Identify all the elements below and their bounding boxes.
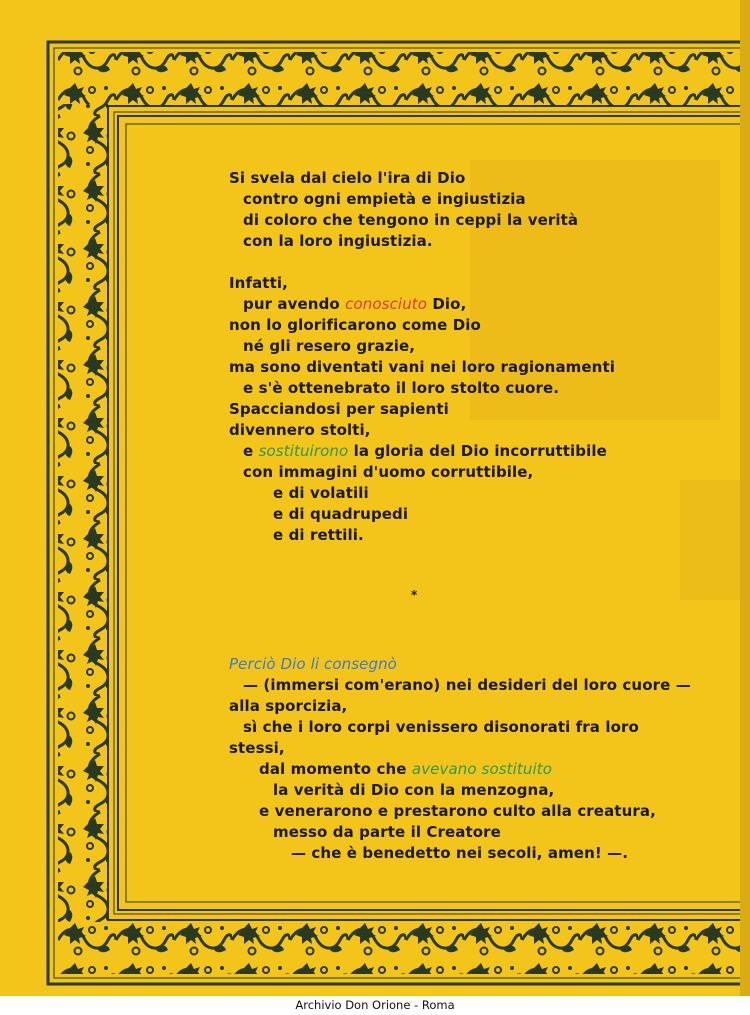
- archive-credit: Archivio Don Orione - Roma: [0, 996, 750, 1015]
- poem-line: e di volatili: [273, 484, 369, 502]
- highlighted-word: Perciò Dio li consegnò: [229, 655, 397, 673]
- highlighted-word: avevano sostituito: [411, 760, 552, 778]
- poem-line: alla sporcizia,: [229, 697, 348, 715]
- poem-line: divennero stolti,: [229, 421, 371, 439]
- poem-line: — (immersi com'erano) nei desideri del loro cuore —: [243, 676, 691, 694]
- poem-line: e sostituirono la gloria del Dio incorruttibile: [243, 442, 607, 460]
- highlighted-word: sostituirono: [258, 442, 349, 460]
- poem-line: e s'è ottenebrato il loro stolto cuore.: [243, 379, 560, 397]
- poem-line: [229, 654, 689, 675]
- poem-line: Spacciandosi per sapienti: [229, 400, 449, 418]
- poem-line: e venerarono e prestarono culto alla creatura,: [259, 802, 656, 820]
- poem-line: messo da parte il Creatore: [273, 823, 501, 841]
- poem-line: non lo glorificarono come Dio: [229, 316, 481, 334]
- poem-line: dal momento che avevano sostituito: [259, 760, 552, 778]
- poem-line: di coloro che tengono in ceppi la verità: [243, 211, 579, 229]
- poem-line: sì che i loro corpi venissero disonorati fra loro: [243, 718, 639, 736]
- poem-line: Infatti,: [229, 274, 288, 292]
- highlighted-word: conosciuto: [345, 295, 428, 313]
- poem-line: stessi,: [229, 739, 285, 757]
- poem-line: con immagini d'uomo corruttibile,: [243, 463, 534, 481]
- poem-line: e di rettili.: [273, 526, 364, 544]
- stanza-1-and-2: [229, 168, 689, 546]
- poem-line: la verità di Dio con la menzogna,: [273, 781, 555, 799]
- stanza-3: [229, 654, 689, 864]
- poem-line: né gli resero grazie,: [243, 337, 416, 355]
- poem-line: e di quadrupedi: [273, 505, 409, 523]
- poem-line: con la loro ingiustizia.: [243, 232, 433, 250]
- poem-line: — che è benedetto nei secoli, amen! —.: [291, 844, 629, 862]
- section-separator: *: [411, 588, 418, 602]
- poem-line: ma sono diventati vani nei loro ragionamenti: [229, 358, 615, 376]
- poem-line: pur avendo conosciuto Dio,: [243, 295, 467, 313]
- poem-line: contro ogni empietà e ingiustizia: [243, 190, 526, 208]
- poem-line: Si svela dal cielo l'ira di Dio: [229, 169, 466, 187]
